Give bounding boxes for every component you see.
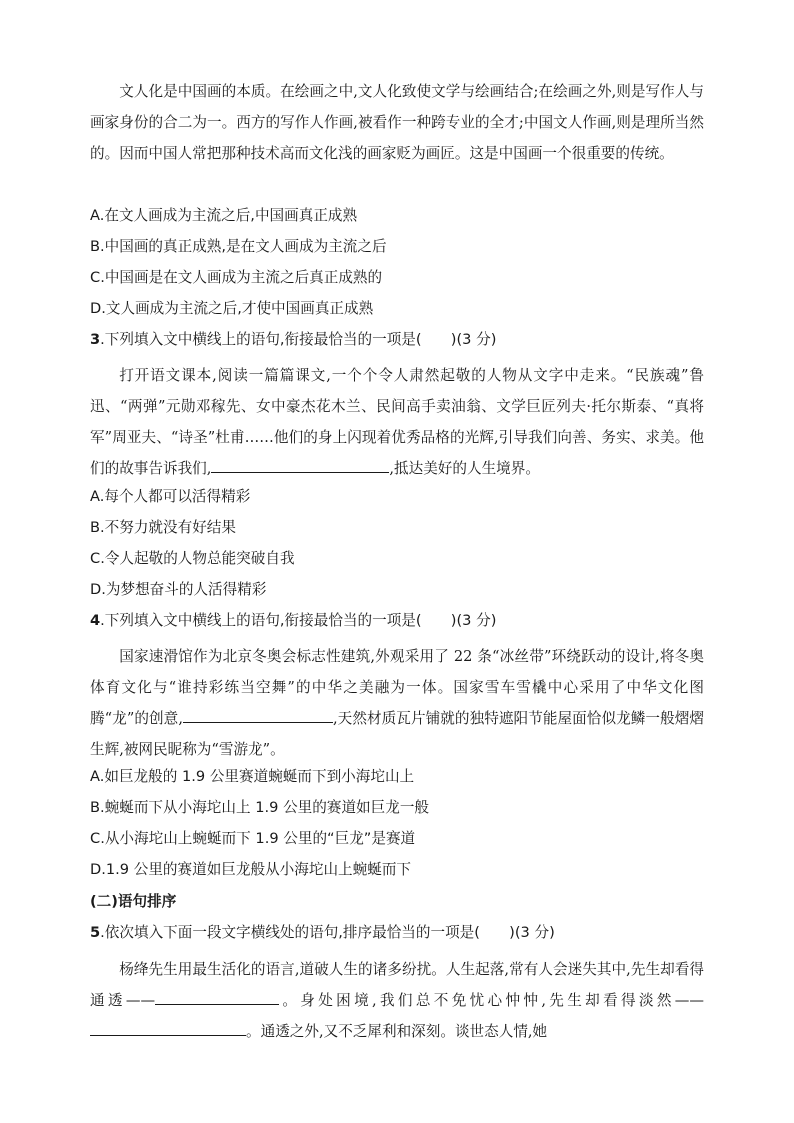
question-4-stem: .下列填入文中横线上的语句,衔接最恰当的一项是( )(3 分) <box>100 612 497 629</box>
passage-q3-part-b: ,抵达美好的人生境界。 <box>389 460 540 477</box>
passage-q5 <box>90 954 704 1047</box>
question-5-stem: .依次填入下面一段文字横线处的语句,排序最恰当的一项是( )(3 分) <box>100 924 555 941</box>
passage-q4-part-b: ,天然材质瓦片铺就的独特遮阳节能屋面恰似龙鳞一般熠熠生辉,被网民昵称为“雪游龙”。 <box>90 710 704 758</box>
passage-q5-part-b: 。身处困境,我们总不免忧心忡忡,先生却看得淡然—— <box>279 992 704 1009</box>
passage-q2: 文人化是中国画的本质。在绘画之中,文人化致使文学与绘画结合;在绘画之外,则是写作人与画家身份的合二为一。西方的写作人作画,被看作一种跨专业的全才;中国文人作画,则是理所当然的。因而中国人常把那种技术高而文化浅的画家贬为画匠。这是中国画一个很重要的传统。 <box>90 83 704 162</box>
q3-option-b: B.不努力就没有好结果 <box>90 519 236 536</box>
q4-option-d: D.1.9 公里的赛道如巨龙般从小海坨山上蜿蜒而下 <box>90 861 412 878</box>
q2-option-d: D.文人画成为主流之后,才使中国画真正成熟 <box>90 300 374 317</box>
q2-option-b: B.中国画的真正成熟,是在文人画成为主流之后 <box>90 238 387 255</box>
q3-option-a: A.每个人都可以活得精彩 <box>90 488 251 505</box>
q3-option-d: D.为梦想奋斗的人活得精彩 <box>90 581 267 598</box>
question-5 <box>90 922 704 944</box>
answer-blank-q4 <box>183 707 333 723</box>
question-5-number: 5 <box>90 924 101 941</box>
section-heading-sentence-ordering: (二)语句排序 <box>90 893 177 910</box>
question-4-number: 4 <box>90 612 101 629</box>
q3-option-c: C.令人起敬的人物总能突破自我 <box>90 550 295 567</box>
answer-blank-q3 <box>211 457 389 473</box>
passage-q5-part-c: 。通透之外,又不乏犀利和深刻。谈世态人情,她 <box>246 1023 548 1040</box>
q4-option-a: A.如巨龙般的 1.9 公里赛道蜿蜒而下到小海坨山上 <box>90 768 415 785</box>
passage-q5-part-a: 杨绛先生用最生活化的语言,道破人生的诸多纷扰。人生起落,常有人会迷失其中,先生却看得通透—— <box>90 961 704 1009</box>
q2-option-a: A.在文人画成为主流之后,中国画真正成熟 <box>90 207 358 224</box>
passage-q3-part-a: 打开语文课本,阅读一篇篇课文,一个个令人肃然起敬的人物从文字中走来。“民族魂”鲁迅、“两弹”元勋邓稼先、女中豪杰花木兰、民间高手卖油翁、文学巨匠列夫·托尔斯泰、“真将军”周亚夫、“诗圣”杜甫……他们的身上闪现着优秀品格的光辉,引导我们向善、务实、求美。他们的故事告诉我们, <box>90 367 704 477</box>
answer-blank-q5-1 <box>155 989 279 1005</box>
q4-option-c: C.从小海坨山上蜿蜒而下 1.9 公里的“巨龙”是赛道 <box>90 830 416 847</box>
q4-option-b: B.蜿蜒而下从小海坨山上 1.9 公里的赛道如巨龙一般 <box>90 799 430 816</box>
passage-q4 <box>90 641 704 765</box>
question-3-number: 3 <box>90 331 101 348</box>
answer-blank-q5-2 <box>90 1020 246 1036</box>
passage-q3 <box>90 360 704 484</box>
question-3 <box>90 329 704 351</box>
passage-q4-part-a: 国家速滑馆作为北京冬奥会标志性建筑,外观采用了 22 条“冰丝带”环绕跃动的设计,将冬奥体育文化与“谁持彩练当空舞”的中华之美融为一体。国家雪车雪橇中心采用了中华文化图腾“龙”的创意, <box>90 648 704 727</box>
q2-option-c: C.中国画是在文人画成为主流之后真正成熟的 <box>90 269 383 286</box>
question-3-stem: .下列填入文中横线上的语句,衔接最恰当的一项是( )(3 分) <box>100 331 497 348</box>
question-4 <box>90 610 704 632</box>
